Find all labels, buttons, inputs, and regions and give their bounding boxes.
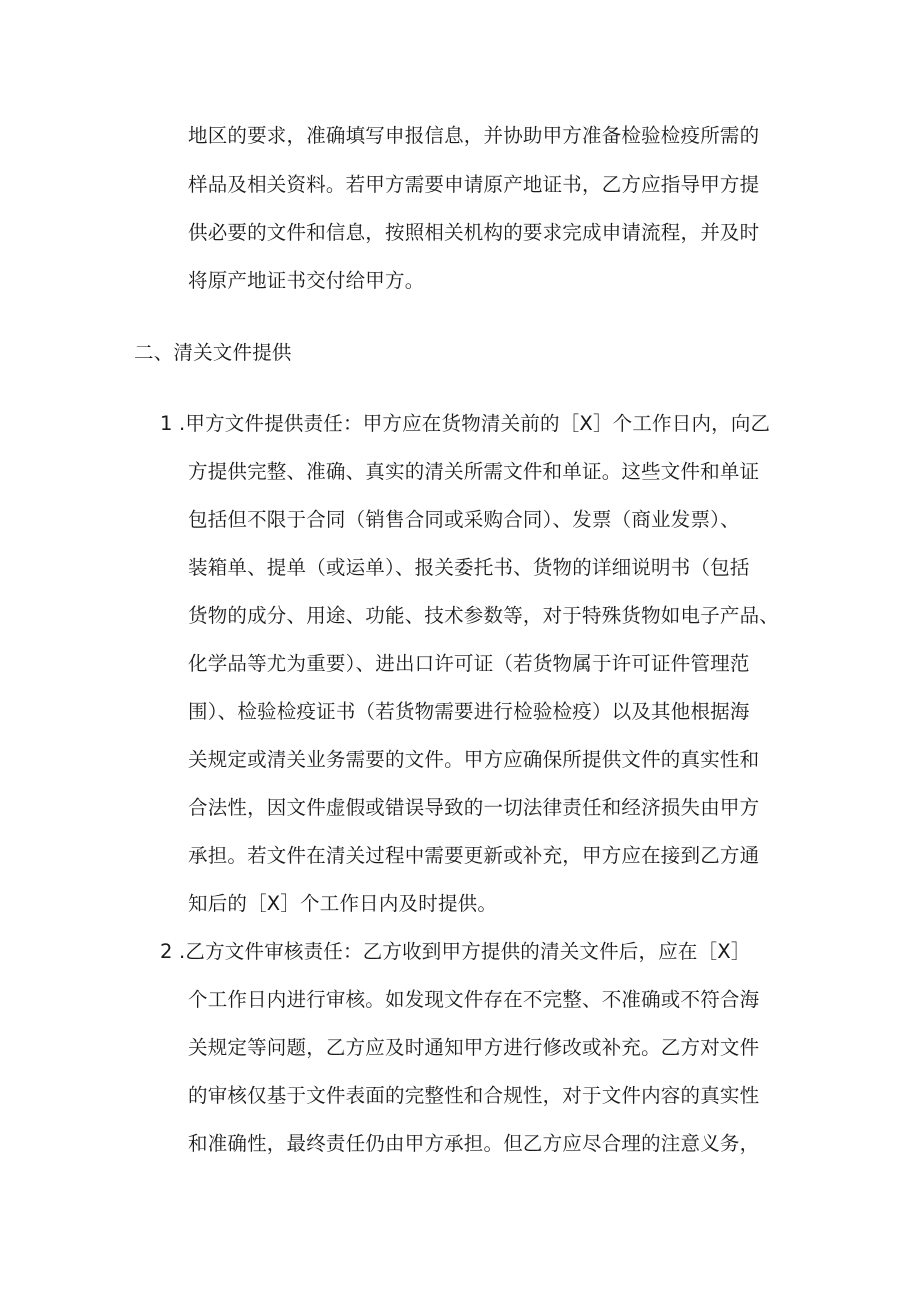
paragraph-line: 供必要的文件和信息，按照相关机构的要求完成申请流程，并及时 bbox=[188, 221, 760, 244]
item2-line: 2 .乙方文件审核责任：乙方收到甲方提供的清关文件后，应在［X］ bbox=[160, 940, 751, 963]
item1-line: 货物的成分、用途、功能、技术参数等，对于特殊货物如电子产品、 bbox=[188, 604, 780, 627]
item1-line: 承担。若文件在清关过程中需要更新或补充，甲方应在接到乙方通 bbox=[188, 844, 760, 867]
item2-line: 关规定等问题，乙方应及时通知甲方进行修改或补充。乙方对文件 bbox=[188, 1036, 760, 1059]
item1-line: 知后的［X］个工作日内及时提供。 bbox=[188, 892, 498, 915]
paragraph-line: 地区的要求，准确填写申报信息，并协助甲方准备检验检疫所需的 bbox=[188, 124, 760, 147]
item1-line: 1 .甲方文件提供责任：甲方应在货物清关前的［X］个工作日内，向乙 bbox=[160, 412, 771, 435]
item1-line: 关规定或清关业务需要的文件。甲方应确保所提供文件的真实性和 bbox=[188, 748, 760, 771]
paragraph-line: 将原产地证书交付给甲方。 bbox=[188, 269, 425, 292]
item2-line: 和准确性，最终责任仍由甲方承担。但乙方应尽合理的注意义务， bbox=[188, 1132, 760, 1155]
item1-line: 包括但不限于合同（销售合同或采购合同）、发票（商业发票）、 bbox=[188, 508, 740, 531]
paragraph-line: 样品及相关资料。若甲方需要申请原产地证书，乙方应指导甲方提 bbox=[188, 173, 760, 196]
item1-line: 化学品等尤为重要）、进出口许可证（若货物属于许可证件管理范 bbox=[188, 652, 750, 675]
item1-line: 围）、检验检疫证书（若货物需要进行检验检疫）以及其他根据海 bbox=[188, 700, 750, 723]
item2-line: 个工作日内进行审核。如发现文件存在不完整、不准确或不符合海 bbox=[188, 988, 760, 1011]
item2-line: 的审核仅基于文件表面的完整性和合规性，对于文件内容的真实性 bbox=[188, 1084, 760, 1107]
item1-line: 方提供完整、准确、真实的清关所需文件和单证。这些文件和单证 bbox=[188, 460, 760, 483]
item1-line: 合法性，因文件虚假或错误导致的一切法律责任和经济损失由甲方 bbox=[188, 796, 760, 819]
section-heading: 二、清关文件提供 bbox=[134, 341, 292, 364]
item1-line: 装箱单、提单（或运单）、报关委托书、货物的详细说明书（包括 bbox=[188, 556, 750, 579]
